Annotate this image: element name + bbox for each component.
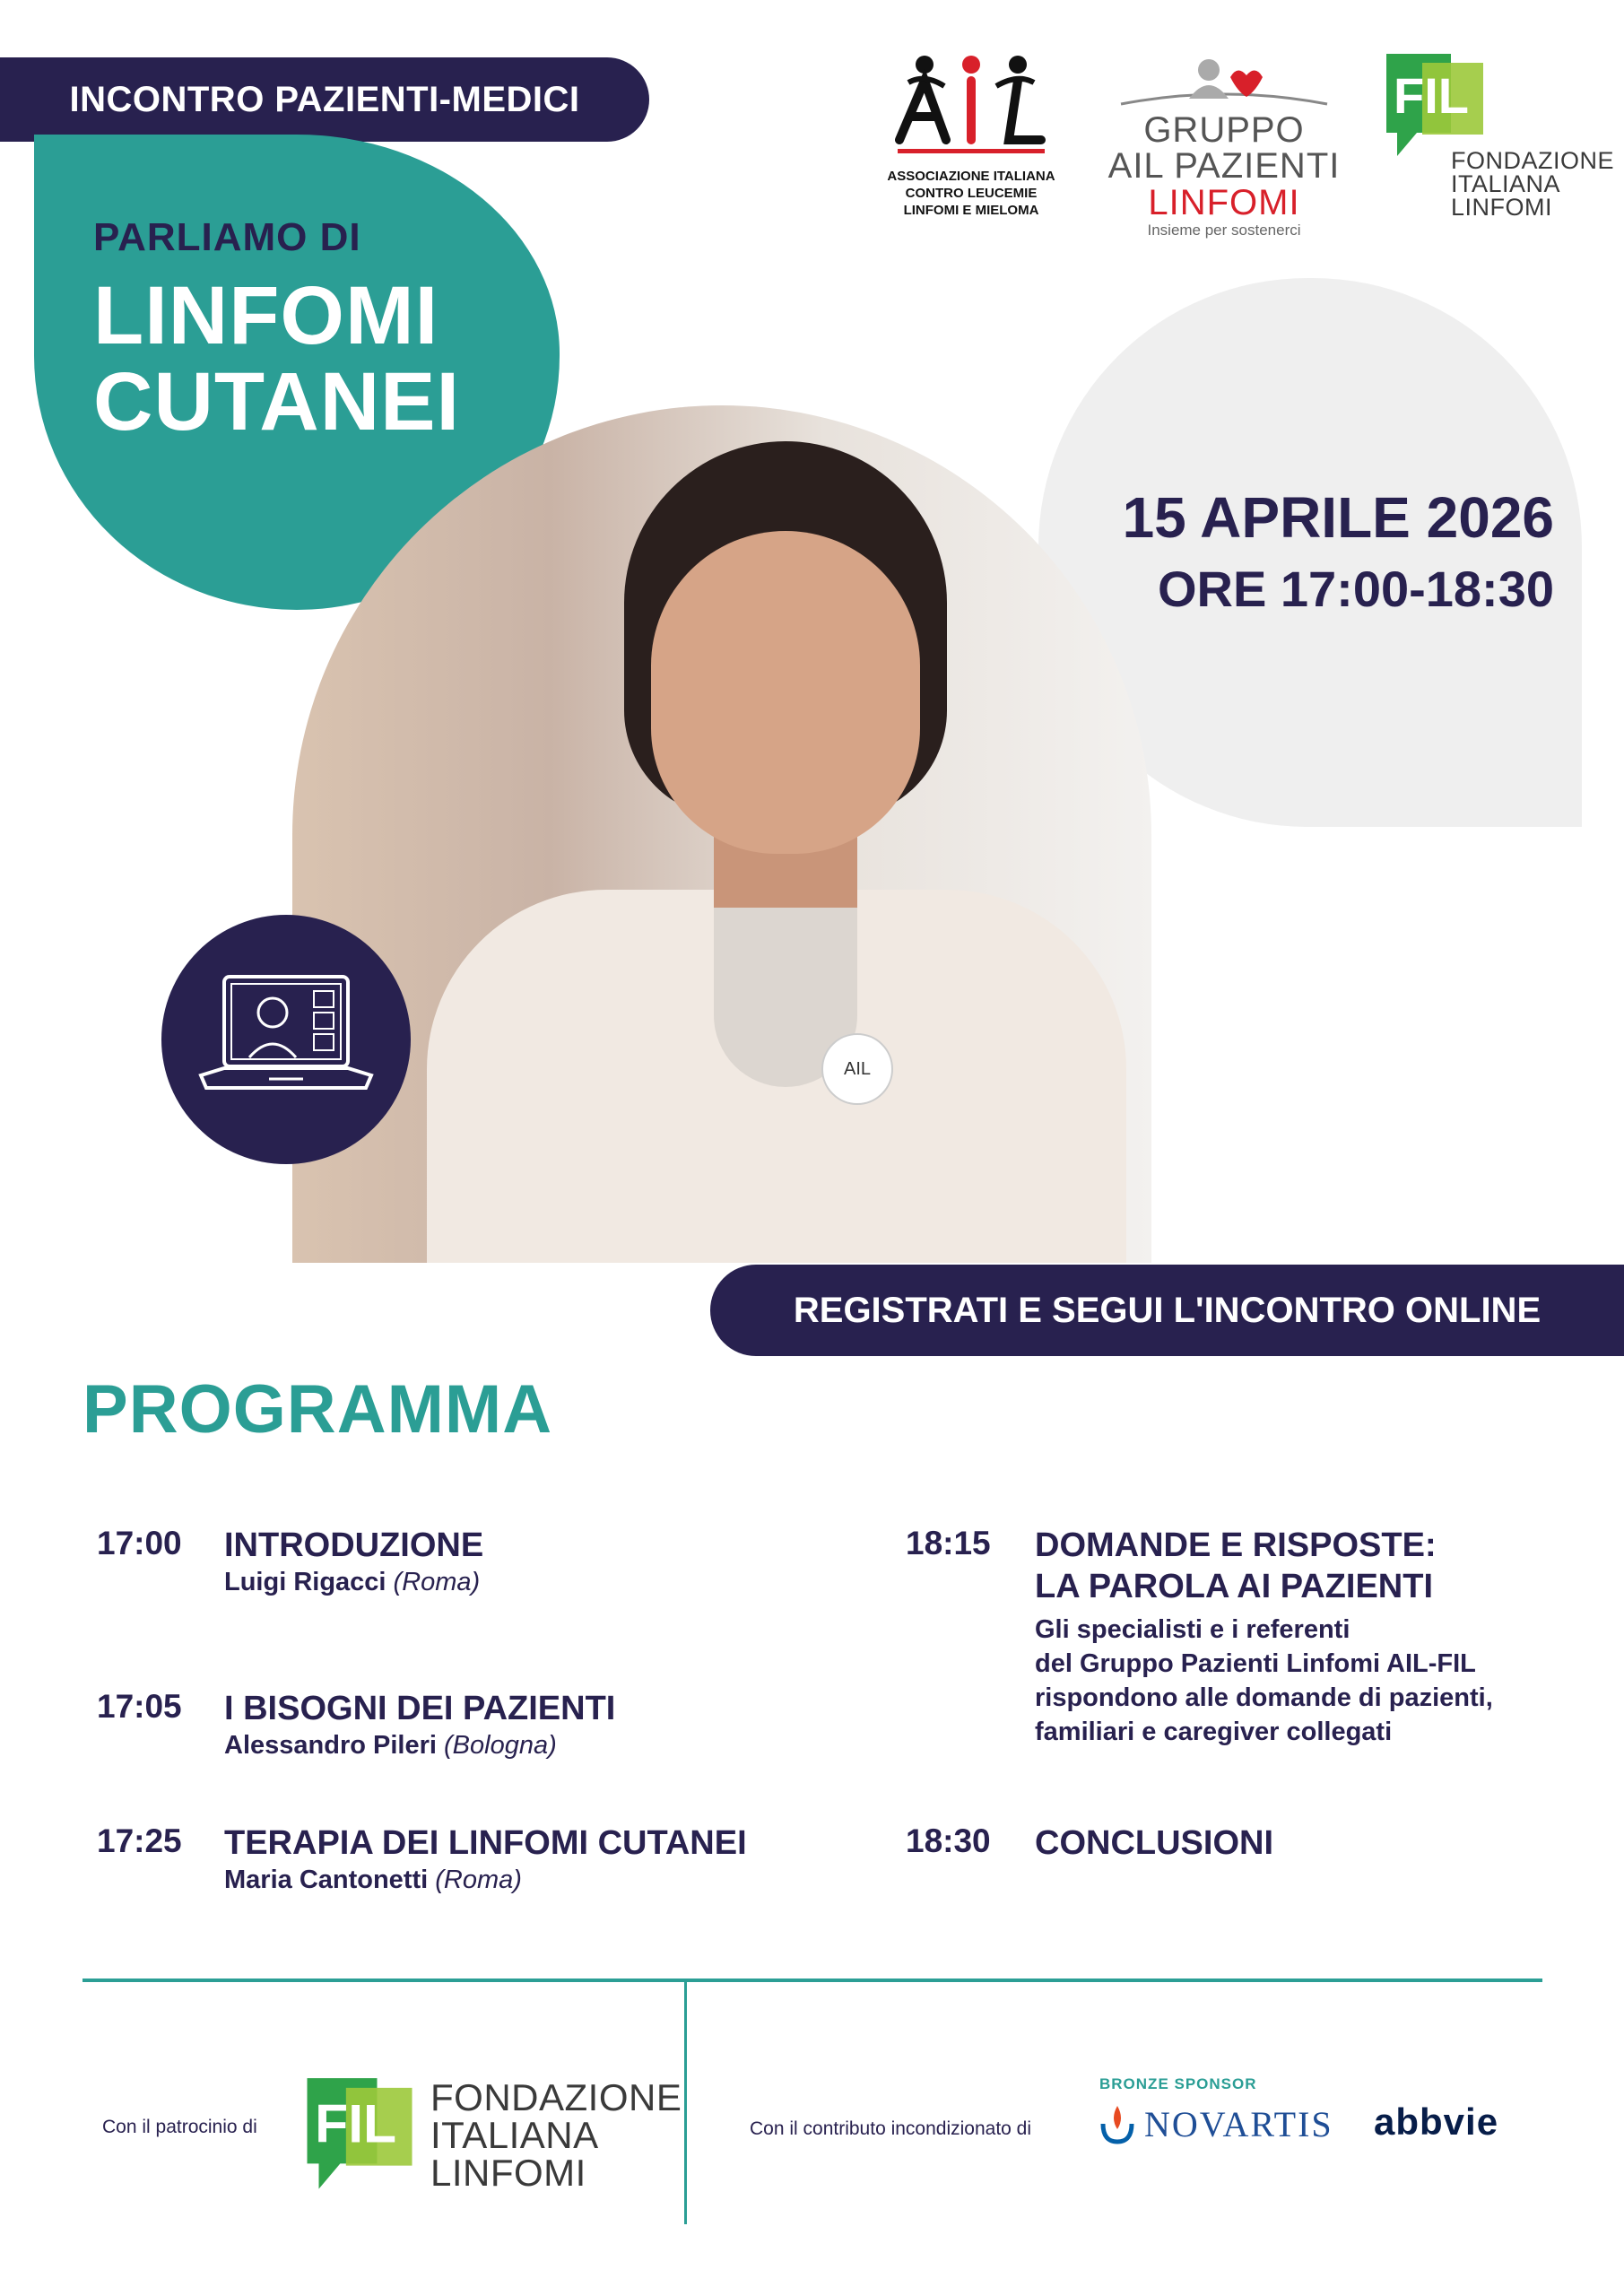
sponsor-tier: BRONZE SPONSOR — [1099, 2075, 1257, 2092]
date-block — [1123, 484, 1554, 618]
event-date: 15 APRILE 2026 — [1122, 485, 1554, 550]
title-subtitle: PARLIAMO DI — [93, 215, 361, 259]
ail-pin: AIL — [821, 1033, 893, 1105]
fil-footer-word-1: FONDAZIONE — [430, 2076, 682, 2118]
ail-logo — [879, 50, 1064, 219]
fil-top-word-1: FONDAZIONE — [1451, 147, 1615, 174]
novartis-flame-icon — [1099, 2102, 1135, 2145]
agenda-item — [97, 1822, 747, 1895]
agenda-desc-line: familiari e caregiver collegati — [1035, 1718, 1393, 1746]
agenda-speaker: Luigi Rigacci — [224, 1568, 386, 1596]
footer-divider — [83, 1979, 1542, 1982]
agenda-city: (Bologna) — [444, 1731, 557, 1760]
ail-caption-3: LINFOMI E MIELOMA — [903, 203, 1039, 218]
footer-vertical-divider — [684, 1982, 687, 2224]
gruppo-line-3: LINFOMI — [1148, 183, 1300, 222]
fil-logo-top — [1381, 48, 1615, 228]
fil-top-word-2: ITALIANA — [1451, 170, 1561, 197]
doctor-photo — [292, 405, 1151, 1263]
abbvie-logo: abbvie — [1374, 2100, 1499, 2143]
agenda-title-line-1: DOMANDE E RISPOSTE: — [1035, 1526, 1437, 1564]
programma-heading: PROGRAMMA — [83, 1371, 553, 1448]
event-time: ORE 17:00-18:30 — [1157, 561, 1554, 617]
agenda-title: CONCLUSIONI — [1035, 1824, 1273, 1862]
online-meeting-icon — [161, 915, 411, 1164]
gruppo-line-2: AIL PAZIENTI — [1107, 146, 1341, 186]
ail-caption-2: CONTRO LEUCEMIE — [905, 186, 1038, 201]
agenda-item — [97, 1525, 483, 1597]
agenda-time: 17:25 — [97, 1822, 182, 1859]
title-line-2: CUTANEI — [93, 356, 461, 448]
title-block — [93, 215, 461, 448]
agenda-desc-line: Gli specialisti e i referenti — [1035, 1615, 1350, 1644]
svg-text:FIL: FIL — [1394, 67, 1469, 124]
contribution-label: Con il contributo incondizionato di — [750, 2118, 1032, 2139]
agenda-city: (Roma) — [393, 1568, 481, 1596]
svg-text:FIL: FIL — [315, 2092, 397, 2154]
ail-caption-1: ASSOCIAZIONE ITALIANA — [887, 169, 1055, 184]
agenda-title-line-2: LA PAROLA AI PAZIENTI — [1035, 1568, 1434, 1605]
agenda-title: I BISOGNI DEI PAZIENTI — [224, 1690, 616, 1727]
agenda-desc-line: rispondono alle domande di pazienti, — [1035, 1683, 1493, 1712]
agenda-speaker: Alessandro Pileri — [224, 1731, 437, 1760]
gruppo-pazienti-logo — [1103, 54, 1345, 239]
agenda-time: 17:05 — [97, 1688, 182, 1725]
agenda-title: TERAPIA DEI LINFOMI CUTANEI — [224, 1824, 747, 1862]
gruppo-tagline: Insieme per sostenerci — [1147, 222, 1301, 239]
agenda-item — [906, 1525, 1537, 1749]
event-type-label: INCONTRO PAZIENTI-MEDICI — [0, 57, 649, 142]
fil-logo-footer — [301, 2068, 682, 2203]
agenda-desc-line: del Gruppo Pazienti Linfomi AIL-FIL — [1035, 1649, 1476, 1678]
agenda-item — [906, 1822, 1537, 1864]
ail-figures-icon — [881, 50, 1061, 158]
title-line-1: LINFOMI — [93, 270, 439, 361]
agenda-speaker: Maria Cantonetti — [224, 1866, 429, 1894]
agenda-city: (Roma) — [435, 1866, 522, 1894]
agenda-item — [97, 1688, 615, 1761]
patronage-label: Con il patrocinio di — [102, 2117, 257, 2137]
agenda-time: 17:00 — [97, 1525, 182, 1561]
fil-mark-icon — [301, 2068, 418, 2203]
fil-footer-word-2: ITALIANA — [430, 2114, 599, 2156]
fil-top-word-3: LINFOMI — [1451, 194, 1553, 221]
register-banner[interactable]: REGISTRATI E SEGUI L'INCONTRO ONLINE — [710, 1265, 1624, 1356]
novartis-wordmark: NOVARTIS — [1144, 2103, 1333, 2144]
fil-footer-word-3: LINFOMI — [430, 2152, 586, 2194]
agenda-time: 18:30 — [906, 1822, 991, 1859]
novartis-logo — [1099, 2102, 1333, 2145]
agenda-time: 18:15 — [906, 1525, 991, 1561]
gruppo-line-1: GRUPPO — [1143, 110, 1305, 150]
hearts-icon — [1103, 54, 1345, 108]
agenda-title: INTRODUZIONE — [224, 1526, 484, 1564]
